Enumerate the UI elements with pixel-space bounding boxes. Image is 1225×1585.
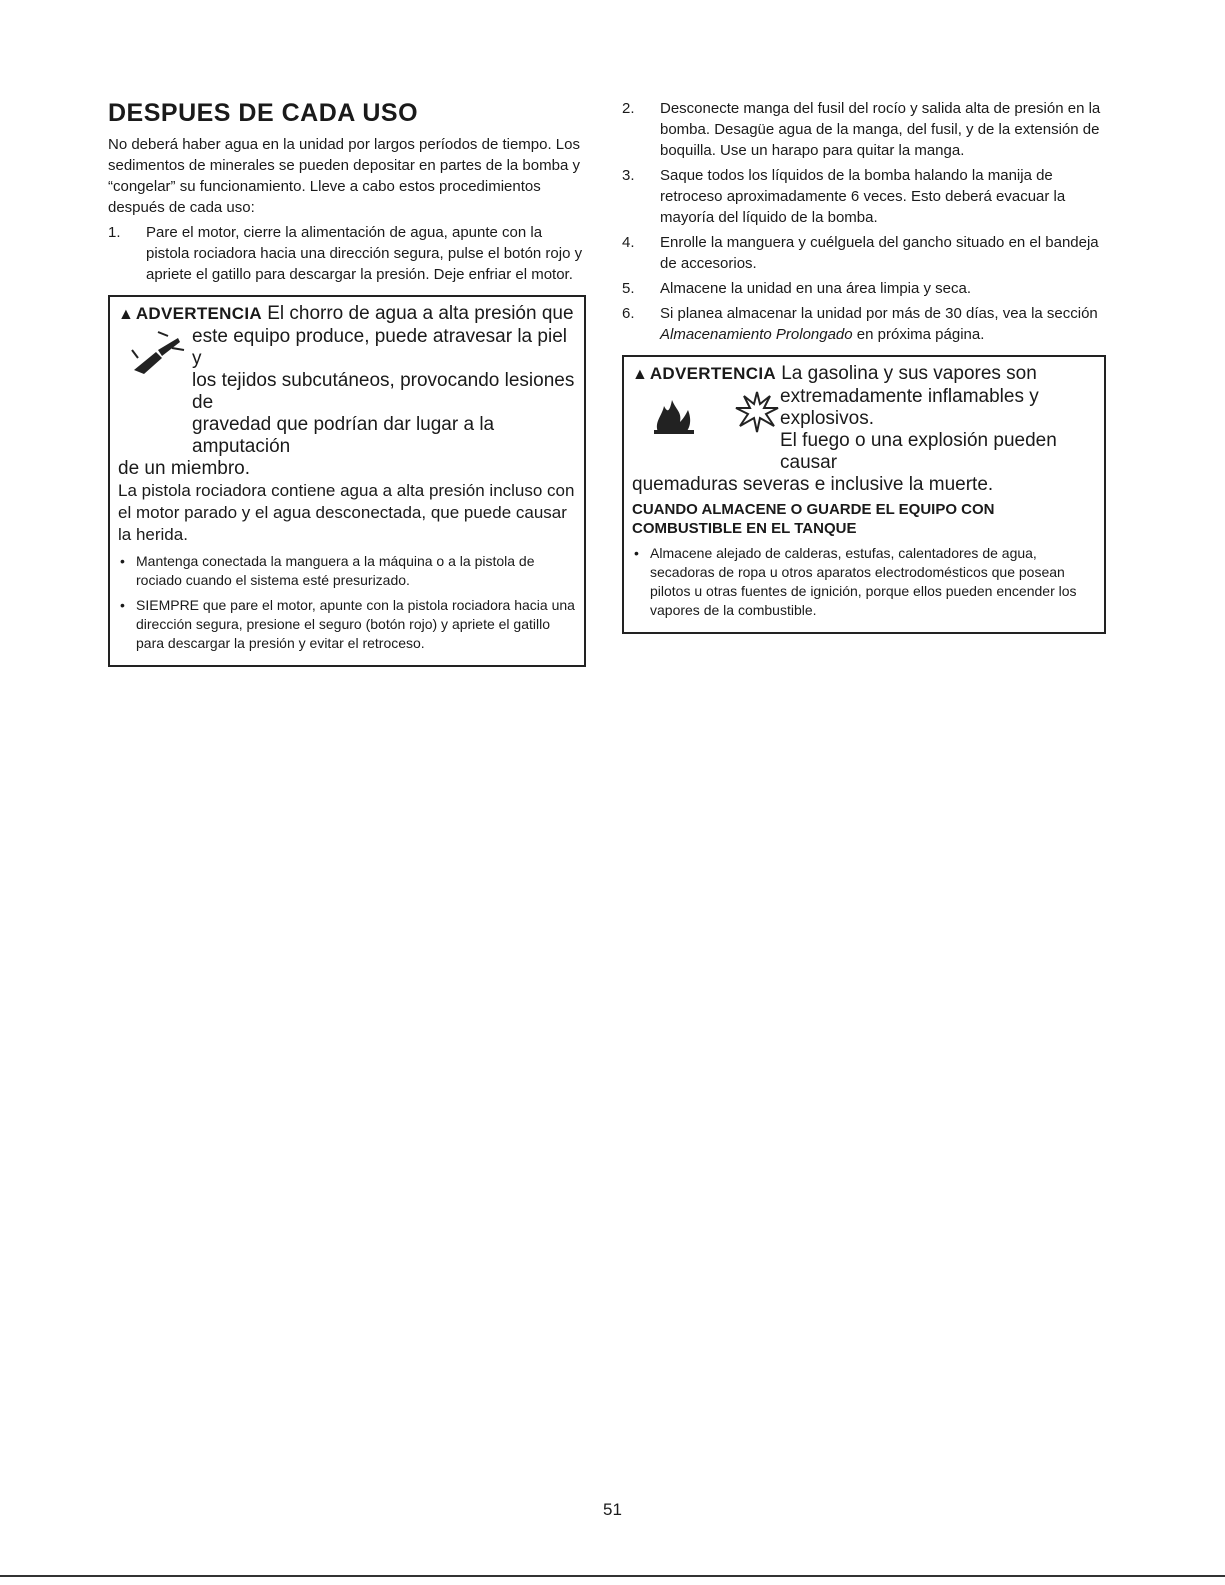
intro-paragraph: No deberá haber agua en la unidad por largos períodos de tiempo. Los sedimentos de minerales se pueden depositar en partes de la bomba y “congelar” su funcionamiento. Lleve a cabo estos procedimientos después de cada uso: xyxy=(108,136,580,216)
list-item xyxy=(622,165,1106,228)
warning-header xyxy=(118,303,576,326)
warning-header xyxy=(632,363,1096,386)
step-number: 5. xyxy=(622,280,635,297)
step-number: 1. xyxy=(108,224,121,241)
list-item: • Almacene alejado de calderas, estufas, calentadores de agua, secadoras de ropa u otros aparatos electrodomésticos que posean pilotos u otras fuentes de ignición, porque ellos pueden encender los vapores de la combustible. xyxy=(632,544,1096,620)
page-number: 51 xyxy=(603,1500,622,1519)
warning-triangle-icon: ▲ xyxy=(118,306,134,323)
section-title: DESPUES DE CADA USO xyxy=(108,99,419,127)
warning-label: ADVERTENCIA xyxy=(135,304,262,323)
step-number: 6. xyxy=(622,305,635,322)
warning-box-fuel xyxy=(622,355,1106,634)
step-text: Si planea almacenar la unidad por más de 30 días, vea la sección xyxy=(660,305,1098,322)
step-text: Desconecte manga del fusil del rocío y salida alta de presión en la bomba. Desagüe agua de la manga, del fusil, y de la extensión de boquilla. Use un harapo para quitar la manga. xyxy=(660,100,1101,159)
steps-list xyxy=(108,222,586,285)
left-column xyxy=(108,98,586,667)
warning-line: El fuego o una explosión pueden causar xyxy=(780,430,1057,473)
list-item: • SIEMPRE que pare el motor, apunte con la pistola rociadora hacia una dirección segura, presione el seguro (botón rojo) y apriete el gatillo para descargar la presión y evitar el retroceso. xyxy=(118,596,576,653)
warning-bullets xyxy=(118,552,576,653)
warning-line: gravedad que podrían dar lugar a la amputación xyxy=(192,414,495,457)
list-item xyxy=(622,232,1106,274)
warning-triangle-icon: ▲ xyxy=(632,366,648,383)
warning-box-high-pressure xyxy=(108,295,586,667)
warning-line: los tejidos subcutáneos, provocando lesiones de xyxy=(192,370,575,413)
warning-line: de un miembro. xyxy=(118,458,251,479)
fire-hazard-icon xyxy=(650,392,710,436)
right-column xyxy=(622,98,1106,634)
list-item xyxy=(622,98,1106,161)
step-number: 4. xyxy=(622,234,635,251)
warning-line: La gasolina y sus vapores son xyxy=(781,363,1037,384)
list-item: • Mantenga conectada la manguera a la máquina o a la pistola de rociado cuando el sistema esté presurizado. xyxy=(118,552,576,590)
bottom-rule xyxy=(0,1575,1225,1577)
step-text: en próxima página. xyxy=(852,326,985,343)
step-number: 3. xyxy=(622,167,635,184)
steps-list xyxy=(622,98,1106,345)
step-number: 2. xyxy=(622,100,635,117)
list-item xyxy=(108,222,586,285)
warning-caps-heading: CUANDO ALMACENE O GUARDE EL EQUIPO CON COMBUSTIBLE EN EL TANQUE xyxy=(632,501,995,537)
step-text: Pare el motor, cierre la alimentación de agua, apunte con la pistola rociadora hacia una dirección segura, pulse el botón rojo y apriete el gatillo para descargar la presión. Deje enfriar el motor. xyxy=(146,224,583,283)
warning-paragraph: La pistola rociadora contiene agua a alta presión incluso con el motor parado y el agua desconectada, que puede causar la herida. xyxy=(118,481,575,544)
warning-line: El chorro de agua a alta presión que xyxy=(267,303,574,324)
warning-bullets xyxy=(632,544,1096,620)
skin-injection-hazard-icon xyxy=(128,330,188,380)
list-item xyxy=(622,278,1106,299)
warning-label: ADVERTENCIA xyxy=(649,364,776,383)
warning-line: este equipo produce, puede atravesar la piel y xyxy=(192,326,567,369)
warning-line: extremadamente inflamables y xyxy=(780,386,1039,407)
warning-line: explosivos. xyxy=(780,408,874,429)
warning-body-with-icon xyxy=(632,386,1096,496)
step-text: Saque todos los líquidos de la bomba halando la manija de retroceso aproximadamente 6 veces. Esto deberá evacuar la mayoría del líquido de la bomba. xyxy=(660,167,1066,226)
cross-reference: Almacenamiento Prolongado xyxy=(660,326,853,343)
step-text: Almacene la unidad en una área limpia y seca. xyxy=(660,280,972,297)
explosion-hazard-icon xyxy=(732,386,782,436)
step-text: Enrolle la manguera y cuélguela del gancho situado en el bandeja de accesorios. xyxy=(660,234,1099,272)
list-item xyxy=(622,303,1106,345)
warning-body-with-icon xyxy=(118,326,576,480)
warning-line: quemaduras severas e inclusive la muerte. xyxy=(632,474,994,495)
